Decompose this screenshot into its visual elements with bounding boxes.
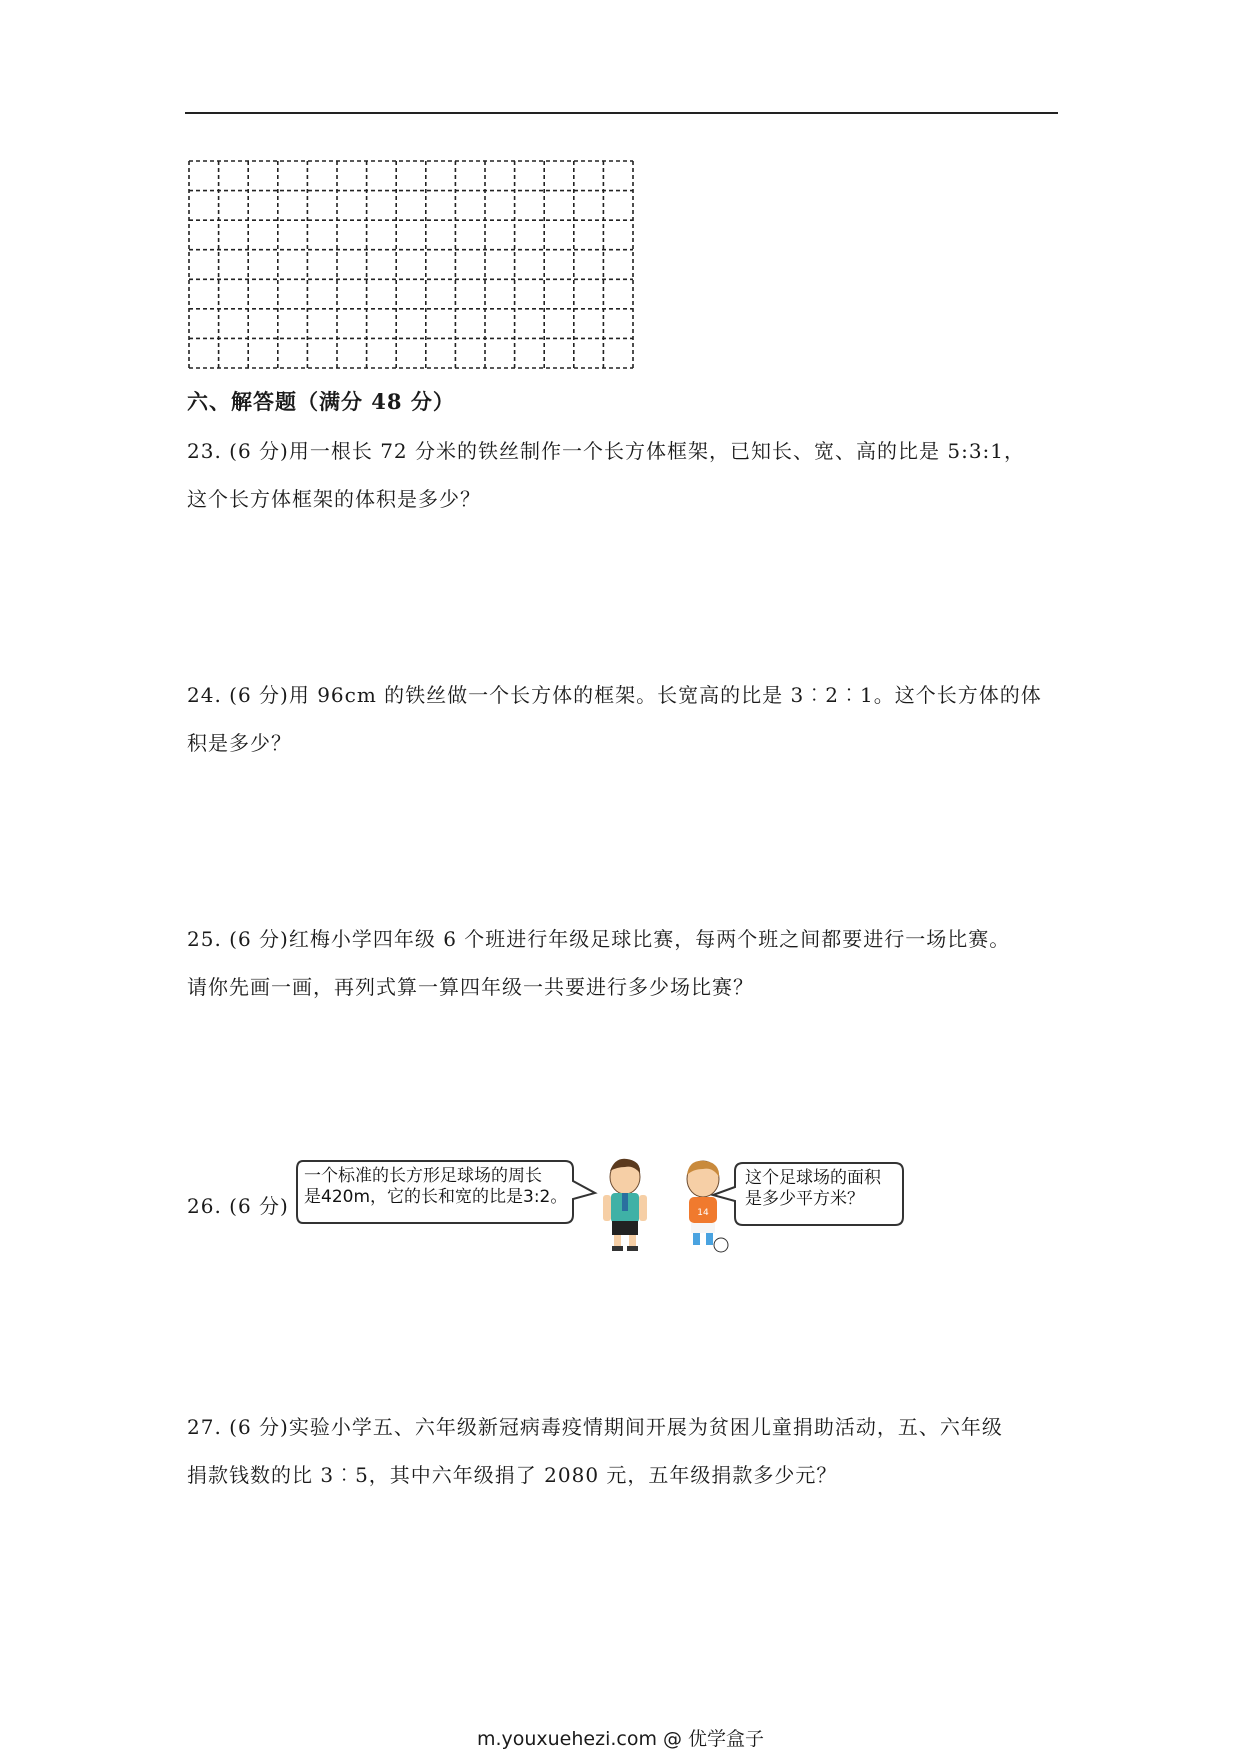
jersey-number: 14 [697,1208,709,1218]
question-text: 积是多少？ [187,731,292,755]
footer-text: m.youxuehezi.com @ 优学盒子 [476,1728,765,1750]
bubble-line: 一个标准的长方形足球场的周长 [304,1166,542,1186]
question-text: 这个长方体框架的体积是多少？ [187,487,481,511]
question-text: 请你先画一画，再列式算一算四年级一共要进行多少场比赛？ [187,975,754,999]
question-25 [187,915,1010,1011]
drawing-grid [188,160,634,370]
question-27 [187,1403,1003,1499]
question-26-label: 26. (6 分) [187,1194,289,1218]
question-text: 27. (6 分)实验小学五、六年级新冠病毒疫情期间开展为贫困儿童捐助活动，五、六年级 [187,1415,1003,1439]
bubble-line: 是420m，它的长和宽的比是3:2。 [304,1187,568,1207]
question-24 [187,671,1042,767]
bubble-line: 这个足球场的面积 [745,1168,881,1188]
bubble-left-text [304,1166,567,1208]
header-rule [185,112,1058,114]
bubble-right-text [745,1168,881,1210]
question-text: 捐款钱数的比 3︰5，其中六年级捐了 2080 元，五年级捐款多少元？ [187,1463,838,1487]
boy-figure [603,1159,647,1251]
section-title: 六、解答题（满分 48 分） [187,389,455,414]
question-text: 25. (6 分)红梅小学四年级 6 个班进行年级足球比赛，每两个班之间都要进行一场比赛。 [187,927,1011,951]
bubble-line: 是多少平方米？ [745,1189,864,1209]
question-text: 23. (6 分)用一根长 72 分米的铁丝制作一个长方体框架，已知长、宽、高的比是 5:3:1， [187,439,1026,463]
soccer-player-figure [687,1161,728,1252]
question-text: 24. (6 分)用 96cm 的铁丝做一个长方体的框架。长宽高的比是 3︰2︰1。这个长方体的体 [187,683,1042,707]
question-23 [187,427,1025,523]
